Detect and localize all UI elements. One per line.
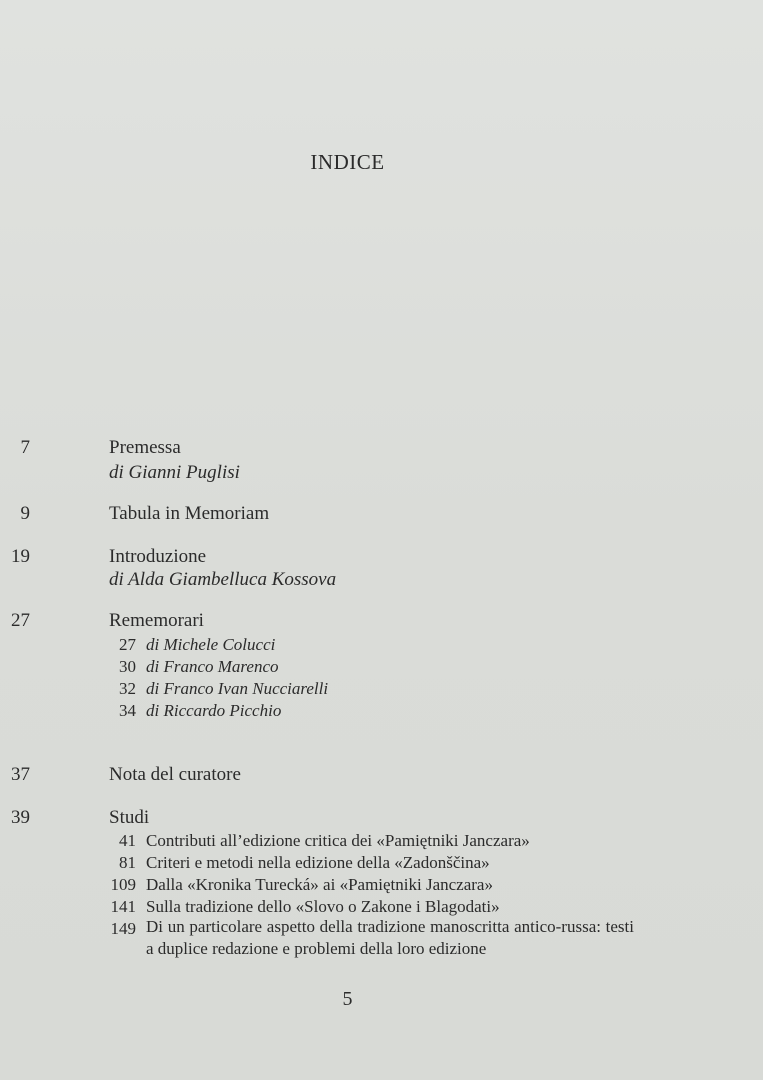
toc-entry-title: Introduzione <box>109 546 207 567</box>
toc-entry-title: Studi <box>109 807 150 828</box>
toc-entry-title: Nota del curatore <box>109 764 241 785</box>
toc-page-number: 27 <box>11 610 30 631</box>
toc-subentry-text: di Franco Marenco <box>146 657 279 676</box>
toc-subentry-text: di Riccardo Picchio <box>146 701 282 720</box>
toc-subentry-page: 32 <box>119 679 136 698</box>
toc-page-number: 37 <box>11 764 30 785</box>
toc-subentry-page: 149 <box>110 919 136 938</box>
toc-page-number: 39 <box>11 807 30 828</box>
toc-entry-title: Rememorari <box>109 610 204 631</box>
toc-entry-title: Premessa <box>109 437 181 458</box>
toc-subentry-page: 41 <box>119 831 136 850</box>
toc-entry-author: di Gianni Puglisi <box>109 462 240 483</box>
toc-entry-author: di Alda Giambelluca Kossova <box>109 569 337 590</box>
toc-subentry-page: 27 <box>119 635 136 654</box>
toc-subentry-text: Di un particolare aspetto della tradizione manoscritta antico-russa: testi a duplice redazione e problemi della loro edizione <box>146 917 634 958</box>
toc-subentry-page: 34 <box>119 701 136 720</box>
toc-subentry-page: 109 <box>110 875 136 894</box>
toc-page-number: 7 <box>20 437 30 458</box>
toc-subentry-page: 30 <box>119 657 136 676</box>
toc-page-number: 19 <box>11 546 30 567</box>
toc-subentry-text: Criteri e metodi nella edizione della «Zadonščina» <box>146 853 490 872</box>
toc-entry-title: Tabula in Memoriam <box>109 503 270 524</box>
toc-subentry-page: 81 <box>119 853 136 872</box>
toc-subentry-page: 141 <box>110 897 136 916</box>
page-title: INDICE <box>310 150 385 174</box>
toc-subentry-text: Sulla tradizione dello «Slovo o Zakone i Blagodati» <box>146 897 500 916</box>
toc-subentry-text: di Michele Colucci <box>146 635 276 654</box>
toc-page-number: 9 <box>20 503 30 524</box>
toc-subentry-text: Dalla «Kronika Turecká» ai «Pamiętniki Janczara» <box>146 875 493 894</box>
toc-subentry-text: di Franco Ivan Nucciarelli <box>146 679 329 698</box>
toc-subentry-text: Contributi all’edizione critica dei «Pamiętniki Janczara» <box>146 831 530 850</box>
page-number: 5 <box>342 988 353 1010</box>
